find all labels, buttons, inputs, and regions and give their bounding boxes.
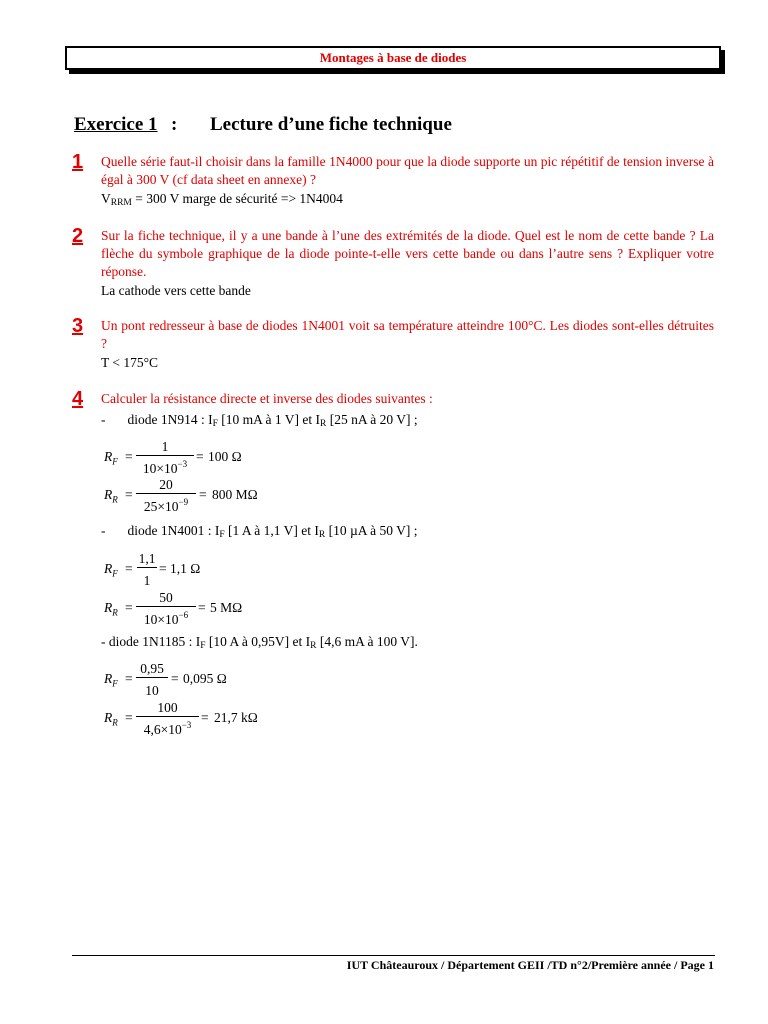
diode-line-3-fsub: F — [200, 641, 206, 651]
formula-result: 100 Ω — [208, 449, 242, 464]
equals-sign: = — [201, 710, 209, 725]
equals-sign: = — [125, 449, 133, 464]
equals-sign: = — [125, 561, 133, 576]
diode-line-2-label: diode 1N4001 : I — [127, 523, 220, 538]
answer-3: T < 175°C — [101, 355, 159, 370]
answer-2: La cathode vers cette bande — [101, 283, 251, 298]
formula-result: 0,095 Ω — [183, 671, 227, 686]
diode-line-1-rsub: R — [320, 419, 327, 429]
equals-sign: = — [125, 671, 133, 686]
equals-sign: = — [196, 449, 204, 464]
fraction: 20 $25\times 10^{-9}$ — [136, 477, 196, 515]
diode-line-3-rval: [4,6 mA à 100 V]. — [316, 634, 418, 649]
equals-sign: = — [125, 600, 133, 615]
footer-divider — [72, 955, 715, 956]
fraction: 0,95 10 — [136, 661, 168, 699]
question-number-2: 2 — [72, 225, 84, 247]
answer-1-sub: RRM — [110, 198, 132, 208]
diode-line-2-rval: [10 µA à 50 V] ; — [325, 523, 418, 538]
equals-sign: = — [199, 487, 207, 502]
question-text-3: Un pont redresseur à base de diodes 1N4001 voit sa température atteindre 100°C. Les diodes sont-elles détruites ? — [101, 318, 714, 351]
formula-result: 1,1 Ω — [170, 561, 201, 576]
diode-line-2-fsub: F — [219, 530, 225, 540]
formula-result: 5 MΩ — [210, 600, 243, 615]
formula-result: 800 MΩ — [212, 487, 258, 502]
header-title: Montages à base de diodes — [65, 46, 721, 70]
diode-line-1-fval: [10 mA à 1 V] et I — [217, 412, 321, 427]
exercise-title: Lecture d’une fiche technique — [210, 114, 452, 135]
fraction: 50 $10\times 10^{-6}$ — [136, 590, 196, 628]
diode-line-2 — [101, 522, 418, 544]
formula-result: 21,7 kΩ — [214, 710, 258, 725]
question-number-3: 3 — [72, 315, 84, 337]
exercise-label: Exercice 1 — [74, 114, 158, 135]
formula-var: $R_F$ — [104, 449, 118, 467]
question-text-2: Sur la fiche technique, il y a une bande à l’une des extrémités de la diode. Quel est le nom de cette bande ? La flèche du symbole graphique de la diode pointe-t-elle vers cette bande ou dans l’autre sens ? Expliquer votre réponse. — [101, 228, 714, 279]
formula-var: $R_R$ — [104, 487, 118, 505]
diode-line-1-label: diode 1N914 : I — [127, 412, 213, 427]
question-text-4: Calculer la résistance directe et inverse des diodes suivantes : — [101, 391, 433, 406]
header-banner — [65, 46, 725, 74]
formula-var: $R_R$ — [104, 600, 118, 618]
diode-line-2-dash: - — [101, 523, 106, 538]
diode-line-3-fval: [10 A à 0,95V] et I — [205, 634, 311, 649]
equals-sign: = — [198, 600, 206, 615]
answer-1 — [101, 190, 343, 212]
equals-sign: = — [125, 710, 133, 725]
diode-line-1-rval: [25 nA à 20 V] ; — [326, 412, 418, 427]
equals-sign: = — [125, 487, 133, 502]
diode-line-2-fval: [1 A à 1,1 V] et I — [224, 523, 319, 538]
diode-line-1-fsub: F — [212, 419, 218, 429]
diode-line-3-label: - diode 1N1185 : I — [101, 634, 201, 649]
fraction: 1,1 1 — [138, 551, 156, 588]
fraction: 1 $10\times 10^{-3}$ — [136, 439, 194, 477]
diode-line-3-rsub: R — [310, 641, 317, 651]
equals-sign: = — [171, 671, 179, 686]
formula-var: $R_F$ — [104, 671, 118, 689]
answer-1-rest: = 300 V marge de sécurité => 1N4004 — [131, 191, 343, 206]
diode-line-3 — [101, 633, 418, 655]
formula-var: $R_F$ — [104, 561, 118, 579]
question-text-1: Quelle série faut-il choisir dans la famille 1N4000 pour que la diode supporte un pic répétitif de tension inverse à égal à 300 V (cf data sheet en annexe) ? — [101, 154, 714, 187]
answer-1-prefix: V — [101, 191, 111, 206]
exercise-colon: : — [171, 114, 178, 135]
question-number-1: 1 — [72, 151, 84, 173]
footer-text: IUT Châteauroux / Département GEII /TD n°2/Première année / Page 1 — [346, 958, 714, 972]
fraction: 100 $4,6\times 10^{-3}$ — [136, 700, 199, 738]
diode-line-1-dash: - — [101, 412, 106, 427]
formula-var: $R_R$ — [104, 710, 118, 728]
diode-line-1 — [101, 411, 418, 433]
diode-line-2-rsub: R — [318, 530, 326, 540]
equals-sign: = — [159, 561, 167, 576]
question-number-4: 4 — [72, 388, 84, 410]
